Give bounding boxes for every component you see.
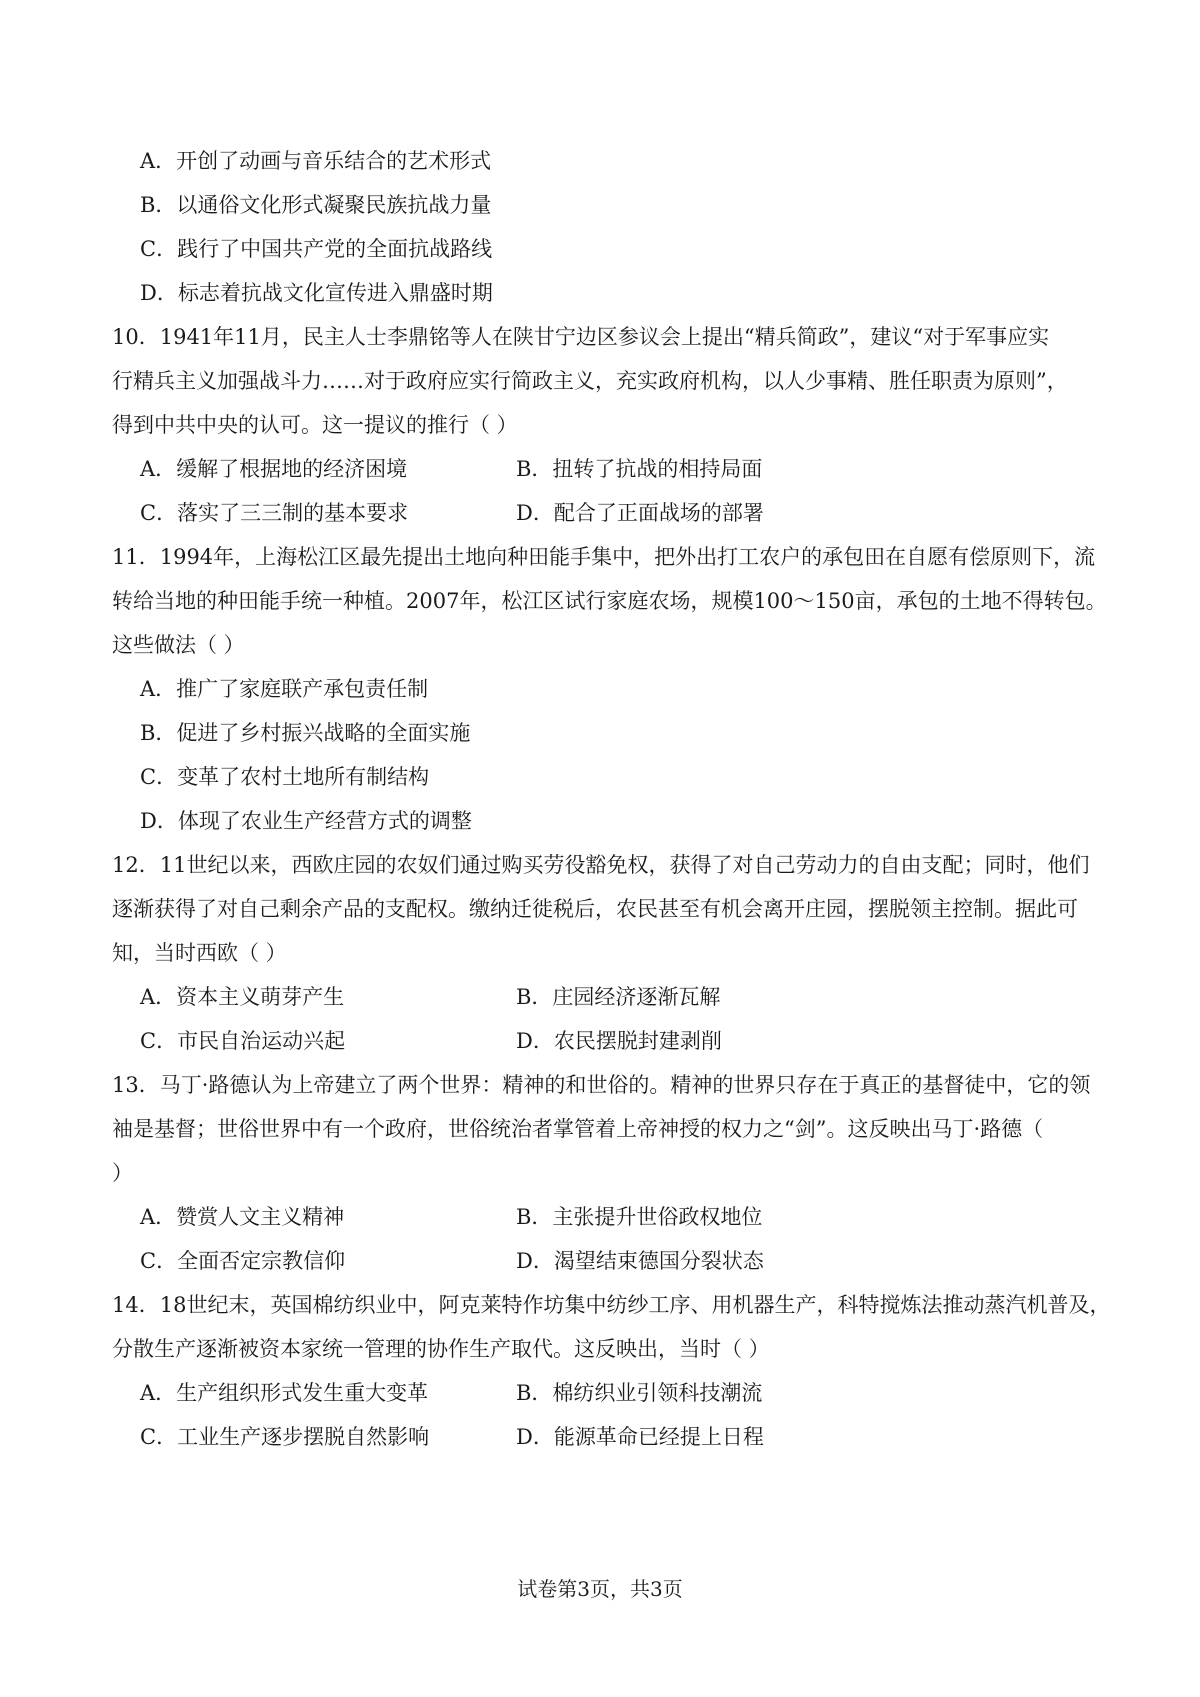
option-b: B．庄园经济逐渐瓦解 xyxy=(516,985,721,1009)
question-stem-line: 这些做法（ ） xyxy=(112,633,245,657)
question-stem-line: 得到中共中央的认可。这一提议的推行（ ） xyxy=(112,413,518,437)
option-a: A．推广了家庭联产承包责任制 xyxy=(140,677,429,701)
option-c: C．变革了农村土地所有制结构 xyxy=(140,765,430,789)
question-stem-line: 分散生产逐渐被资本家统一管理的协作生产取代。这反映出，当时（ ） xyxy=(112,1337,770,1361)
question-stem-line: 14．18世纪末，英国棉纺织业中，阿克莱特作坊集中纺纱工序、用机器生产，科特搅炼法推动蒸汽机普及， xyxy=(112,1293,1111,1317)
option-b: B．以通俗文化形式凝聚民族抗战力量 xyxy=(140,193,492,217)
option-row xyxy=(112,1381,1092,1406)
option-a: A．缓解了根据地的经济困境 xyxy=(140,457,408,481)
option-c: C．践行了中国共产党的全面抗战路线 xyxy=(140,237,493,261)
option-a: A．赞赏人文主义精神 xyxy=(140,1205,345,1229)
question-stem-line: 知，当时西欧（ ） xyxy=(112,941,287,965)
question-stem-line: 13．马丁·路德认为上帝建立了两个世界：精神的和世俗的。精神的世界只存在于真正的基督徒中，它的领 xyxy=(112,1073,1091,1097)
option-c: C．工业生产逐步摆脱自然影响 xyxy=(140,1425,430,1449)
option-a: A．生产组织形式发生重大变革 xyxy=(140,1381,429,1405)
option-row xyxy=(112,457,1092,482)
option-c: C．市民自治运动兴起 xyxy=(140,1029,346,1053)
option-c: C．全面否定宗教信仰 xyxy=(140,1249,346,1273)
question-stem-line: 袖是基督；世俗世界中有一个政府，世俗统治者掌管着上帝神授的权力之“剑”。这反映出马丁·路德（ xyxy=(112,1117,1044,1141)
exam-content xyxy=(112,149,1111,1469)
question-11 xyxy=(112,545,1107,834)
option-d: D．体现了农业生产经营方式的调整 xyxy=(140,809,472,833)
option-c: C．落实了三三制的基本要求 xyxy=(140,501,409,525)
question-9-options xyxy=(112,149,1092,306)
option-d: D．能源革命已经提上日程 xyxy=(516,1425,764,1449)
question-stem-line: ） xyxy=(112,1161,133,1185)
question-stem-line: 12．11世纪以来，西欧庄园的农奴们通过购买劳役豁免权，获得了对自己劳动力的自由支配；同时，他们 xyxy=(112,853,1090,877)
question-12 xyxy=(112,853,1092,1054)
option-a: A．资本主义萌芽产生 xyxy=(140,985,345,1009)
option-row xyxy=(112,1029,1092,1054)
option-b: B．棉纺织业引领科技潮流 xyxy=(516,1381,763,1405)
question-stem-line: 11．1994年，上海松江区最先提出土地向种田能手集中，把外出打工农户的承包田在自愿有偿原则下，流 xyxy=(112,545,1096,569)
question-14 xyxy=(112,1293,1111,1450)
option-row xyxy=(112,1249,1092,1274)
option-row xyxy=(112,1425,1092,1450)
question-stem-line: 10．1941年11月，民主人士李鼎铭等人在陕甘宁边区参议会上提出“精兵简政”，建议“对于军事应实 xyxy=(112,325,1050,349)
question-10 xyxy=(112,325,1092,526)
question-stem-line: 逐渐获得了对自己剩余产品的支配权。缴纳迁徙税后，农民甚至有机会离开庄园，摆脱领主控制。据此可 xyxy=(112,897,1078,921)
option-d: D．渴望结束德国分裂状态 xyxy=(516,1249,764,1273)
question-13 xyxy=(112,1073,1092,1274)
option-d: D．标志着抗战文化宣传进入鼎盛时期 xyxy=(140,281,493,305)
option-row xyxy=(112,1205,1092,1230)
page-footer: 试卷第3页，共3页 xyxy=(517,1577,683,1601)
option-d: D．配合了正面战场的部署 xyxy=(516,501,764,525)
option-b: B．促进了乡村振兴战略的全面实施 xyxy=(140,721,471,745)
question-stem-line: 行精兵主义加强战斗力……对于政府应实行简政主义，充实政府机构，以人少事精、胜任职责为原则”， xyxy=(112,369,1068,393)
option-b: B．主张提升世俗政权地位 xyxy=(516,1205,763,1229)
option-row xyxy=(112,501,1092,526)
question-stem-line: 转给当地的种田能手统一种植。2007年，松江区试行家庭农场，规模100～150亩，承包的土地不得转包。 xyxy=(112,589,1107,613)
option-a: A．开创了动画与音乐结合的艺术形式 xyxy=(140,149,492,173)
option-row xyxy=(112,985,1092,1010)
option-b: B．扭转了抗战的相持局面 xyxy=(516,457,763,481)
option-d: D．农民摆脱封建剥削 xyxy=(516,1029,722,1053)
